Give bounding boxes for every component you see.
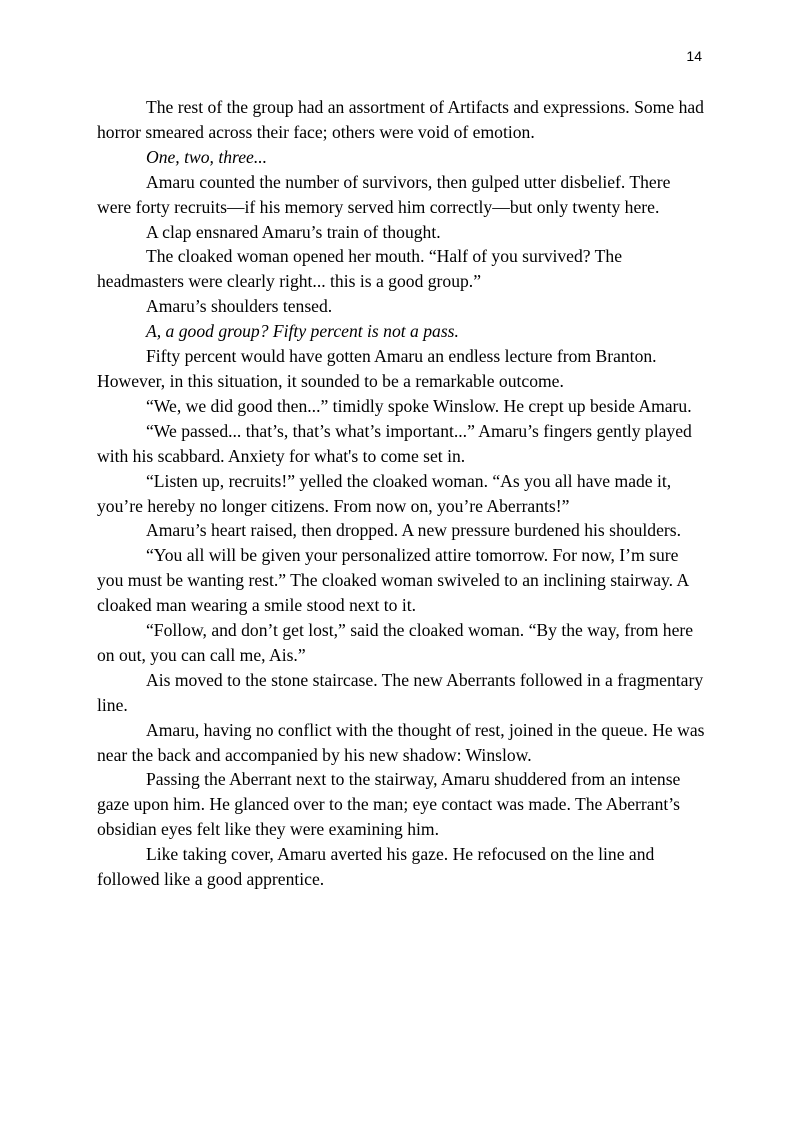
page-number: 14 [686,48,702,64]
paragraph: “Listen up, recruits!” yelled the cloaked woman. “As you all have made it, you’re hereby no longer citizens. From now on, you’re Aberrants!” [97,470,672,516]
paragraph: “We passed... that’s, that’s what’s important...” Amaru’s fingers gently played with his scabbard. Anxiety for what's to come set in. [97,420,692,466]
body-text [97,95,705,892]
paragraph: One, two, three... [146,146,268,167]
paragraph: Like taking cover, Amaru averted his gaze. He refocused on the line and followed like a good apprentice. [97,844,655,890]
paragraph: “You all will be given your personalized attire tomorrow. For now, I’m sure you must be wanting rest.” The cloaked woman swiveled to an inclining stairway. A cloaked man wearing a smile stood next to it. [97,545,689,616]
paragraph: “Follow, and don’t get lost,” said the cloaked woman. “By the way, from here on out, you can call me, Ais.” [97,620,694,665]
paragraph: Passing the Aberrant next to the stairway, Amaru shuddered from an intense gaze upon him. He glanced over to the man; eye contact was made. The Aberrant’s obsidian eyes felt like they were examining him. [97,769,681,840]
paragraph: The cloaked woman opened her mouth. “Half of you survived? The headmasters were clearly right... this is a good group.” [97,246,623,292]
paragraph: The rest of the group had an assortment of Artifacts and expressions. Some had horror smeared across their face; others were void of emotion. [97,97,704,142]
paragraph: Fifty percent would have gotten Amaru an endless lecture from Branton. However, in this situation, it sounded to be a remarkable outcome. [97,346,657,391]
paragraph: Amaru’s shoulders tensed. [146,296,333,317]
paragraph: A, a good group? Fifty percent is not a pass. [146,321,459,342]
paragraph: Ais moved to the stone staircase. The new Aberrants followed in a fragmentary line. [97,669,704,715]
paragraph: Amaru counted the number of survivors, then gulped utter disbelief. There were forty recruits—if his memory served him correctly—but only twenty here. [97,171,671,217]
paragraph: “We, we did good then...” timidly spoke Winslow. He crept up beside Amaru. [146,395,692,416]
paragraph: A clap ensnared Amaru’s train of thought. [146,221,441,242]
paragraph: Amaru’s heart raised, then dropped. A new pressure burdened his shoulders. [146,520,682,541]
paragraph: Amaru, having no conflict with the thought of rest, joined in the queue. He was near the back and accompanied by his new shadow: Winslow. [97,719,705,765]
